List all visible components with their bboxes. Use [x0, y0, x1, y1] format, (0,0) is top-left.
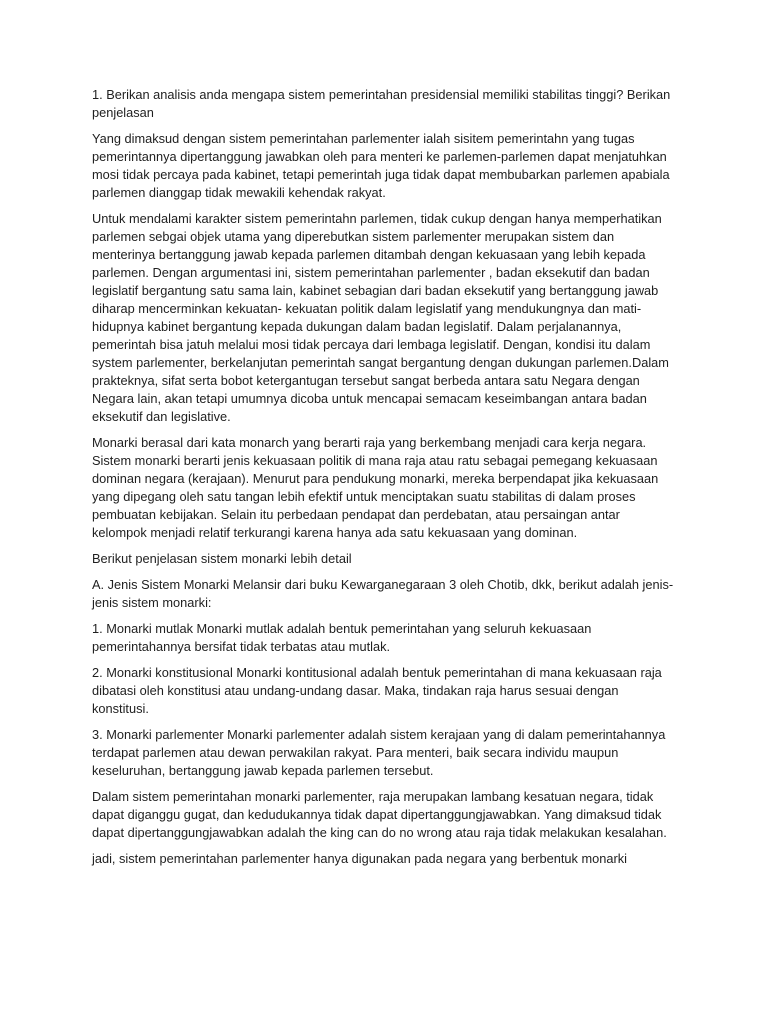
paragraph-parliamentary-character: Untuk mendalami karakter sistem pemerintahn parlemen, tidak cukup dengan hanya memperhatikan parlemen sebgai objek utama yang diperebutkan sistem parlementer merupakan sistem dan menterinya bertanggung jawab kepada parlemen ditambah dengan kekuasaan yang lebih kepada parlemen. Dengan argumentasi ini, sistem pemerintahan parlementer , badan eksekutif dan badan legislatif bergantung satu sama lain, kabinet sebagian dari badan eksekutif yang bertanggung jawab diharap mencerminkan kekuatan- kekuatan politik dalam legislatif yang mendukungnya dan mati-hidupnya kabinet bergantung kepada dukungan dalam badan legislatif. Dalam perjalanannya, pemerintah bisa jatuh melalui mosi tidak percaya dari lembaga legislatif. Dengan, kondisi itu dalam system parlementer, berkelanjutan pemerintah sangat bergantung dengan dukungan parlemen.Dalam prakteknya, sifat serta bobot ketergantugan tersebut sangat berbeda antara satu Negara dengan Negara lain, akan tetapi umumnya dicoba untuk mencapai semacam keseimbangan antara badan eksekutif dan legislative.	[92, 211, 669, 424]
list-item-parliamentary-monarchy: 3. Monarki parlementer Monarki parlementer adalah sistem kerajaan yang di dalam pemerintahannya terdapat parlemen atau dewan perwakilan rakyat. Para menteri, baik secara individu maupun keseluruhan, bertanggung jawab kepada parlemen tersebut.	[92, 727, 666, 778]
list-item-constitutional-monarchy: 2. Monarki konstitusional Monarki kontitusional adalah bentuk pemerintahan di mana kekuasaan raja dibatasi oleh konstitusi atau undang-undang dasar. Maka, tindakan raja harus sesuai dengan konstitusi.	[92, 665, 662, 716]
paragraph-king-role: Dalam sistem pemerintahan monarki parlementer, raja merupakan lambang kesatuan negara, tidak dapat diganggu gugat, dan kedudukannya tidak dapat dipertanggungjawabkan. Yang dimaksud tidak dapat dipertanggungjawabkan adalah the king can do no wrong atau raja tidak melakukan kesalahan.	[92, 789, 667, 840]
paragraph-monarchy-origin: Monarki berasal dari kata monarch yang berarti raja yang berkembang menjadi cara kerja negara. Sistem monarki berarti jenis kekuasaan politik di mana raja atau ratu sebagai pemegang kekuasaan dominan negara (kerajaan). Menurut para pendukung monarki, mereka berpendapat jika kekuasaan yang dipegang oleh satu tangan lebih efektif untuk menciptakan suatu stabilitas di dalam proses pembuatan kebijakan. Selain itu perbedaan pendapat dan perdebatan, atau persaingan antar kelompok menjadi relatif terkurangi karena hanya ada satu kekuasaan yang dominan.	[92, 435, 659, 540]
paragraph-monarchy-detail-intro: Berikut penjelasan sistem monarki lebih detail	[92, 551, 352, 566]
question-text: 1. Berikan analisis anda mengapa sistem pemerintahan presidensial memiliki stabilitas tinggi? Berikan penjelasan	[92, 87, 671, 120]
paragraph-conclusion: jadi, sistem pemerintahan parlementer hanya digunakan pada negara yang berbentuk monarki	[92, 851, 627, 866]
list-item-absolute-monarchy: 1. Monarki mutlak Monarki mutlak adalah bentuk pemerintahan yang seluruh kekuasaan pemerintahannya bersifat tidak terbatas atau mutlak.	[92, 621, 592, 654]
paragraph-parliamentary-definition: Yang dimaksud dengan sistem pemerintahan parlementer ialah sisitem pemerintahn yang tugas pemerintannya dipertanggung jawabkan oleh para menteri ke parlemen-parlemen dapat menjatuhkan mosi tidak percaya pada kabinet, tetapi pemerintah juga tidak dapat membubarkan parlemen apabiala parlemen dianggap tidak mewakili kehendak rakyat.	[92, 131, 670, 200]
document-body	[92, 86, 676, 876]
paragraph-monarchy-types-intro: A. Jenis Sistem Monarki Melansir dari buku Kewarganegaraan 3 oleh Chotib, dkk, berikut adalah jenis-jenis sistem monarki:	[92, 577, 674, 610]
